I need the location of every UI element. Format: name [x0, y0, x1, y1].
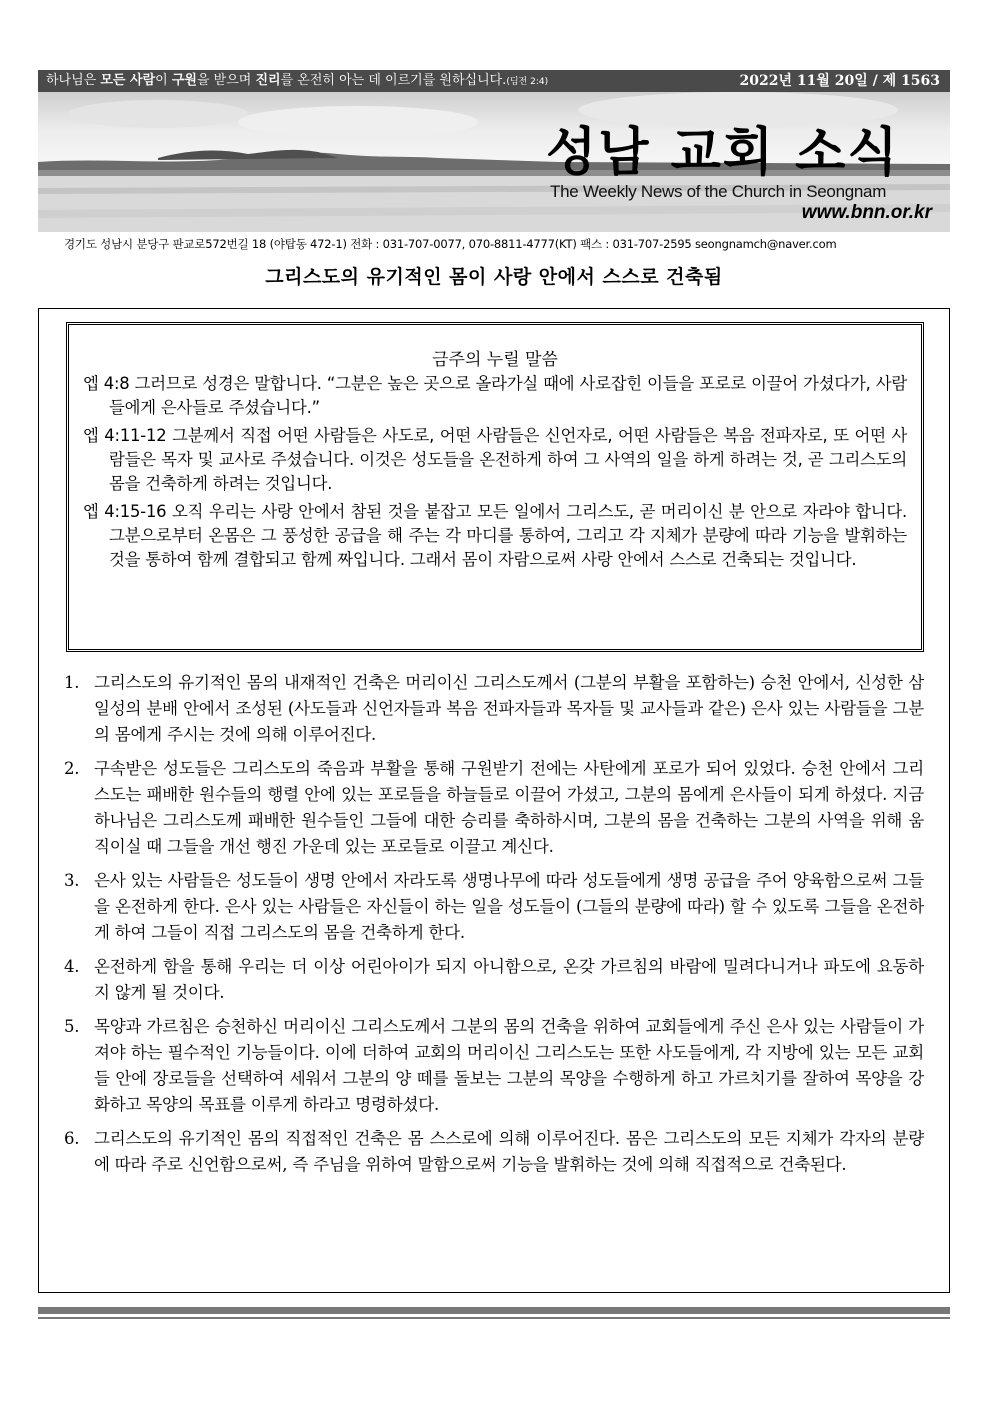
motto-fragment: 모든 사람	[100, 73, 156, 88]
point-number: 4.	[64, 957, 80, 976]
point-number: 5.	[64, 1017, 80, 1036]
verse-item: 엡 4:11-12 그분께서 직접 어떤 사람들은 사도로, 어떤 사람들은 신언자로, 어떤 사람들은 복음 전파자로, 또 어떤 사람들은 목자 및 교사로 주셨습니다. 이것은 성도들을 온전하게 하여 그 사역의 일을 하게 하려는 것, 곧 그리스도의 몸을 건축하게 하려는 것입니다.	[83, 426, 907, 493]
outline-point	[64, 756, 924, 860]
verse-box-title: 금주의 누릴 말씀	[432, 350, 558, 370]
point-number: 2.	[64, 759, 80, 778]
motto-reference: (딤전 2:4)	[506, 77, 549, 87]
verse-box	[66, 322, 924, 652]
outline-point	[64, 670, 924, 748]
church-address: 경기도 성남시 분당구 판교로572번길 18 (야탑동 472-1) 전화 : 031-707-0077, 070-8811-4777(KT) 팩스 : 031-707-2595 seongnamch@naver.com	[64, 237, 837, 251]
outline-point	[64, 1014, 924, 1118]
footer-rule	[38, 1307, 950, 1314]
motto-fragment: 구원	[171, 73, 197, 88]
motto-fragment: 이	[155, 73, 172, 88]
issue-date: 2022년 11월 20일 / 제 1563	[739, 73, 940, 89]
point-number: 6.	[64, 1129, 80, 1148]
point-text: 온전하게 함을 통해 우리는 더 이상 어린아이가 되지 아니함으로, 온갖 가르침의 바람에 밀려다니거나 파도에 요동하지 않게 될 것이다.	[94, 957, 924, 1002]
outline-point	[64, 868, 924, 946]
point-text: 그리스도의 유기적인 몸의 내재적인 건축은 머리이신 그리스도께서 (그분의 부활을 포함하는) 승천 안에서, 신성한 삼일성의 분배 안에서 조성된 (사도들과 신언자들과 복음 전파자들과 목자들 및 교사들과 같은) 은사 있는 사람들을 그분의 몸에게 주시는 것에 의해 이루어진다.	[94, 673, 924, 744]
motto-fragment: 하나님은	[46, 73, 101, 88]
top-bar	[38, 70, 950, 92]
outline-point	[64, 954, 924, 1006]
outline-point	[64, 1126, 924, 1178]
point-text: 은사 있는 사람들은 성도들이 생명 안에서 자라도록 생명나무에 따라 성도들에게 생명 공급을 주어 양육함으로써 그들을 온전하게 한다. 은사 있는 사람들은 자신들이 하는 일을 성도들이 (그들의 분량에 따라) 할 수 있도록 그들을 온전하게 하여 그들이 직접 그리스도의 몸을 건축하게 한다.	[94, 871, 924, 942]
page-headline: 그리스도의 유기적인 몸이 사랑 안에서 스스로 건축됨	[265, 266, 723, 288]
masthead-banner	[38, 92, 950, 232]
point-text: 그리스도의 유기적인 몸의 직접적인 건축은 몸 스스로에 의해 이루어진다. 몸은 그리스도의 모든 지체가 각자의 분량에 따라 주로 신언함으로써, 즉 주님을 위하여 말함으로써 기능을 발휘하는 것에 의해 직접적으로 건축된다.	[94, 1129, 924, 1174]
point-text: 목양과 가르침은 승천하신 머리이신 그리스도께서 그분의 몸의 건축을 위하여 교회들에게 주신 은사 있는 사람들이 가져야 하는 필수적인 기능들이다. 이에 더하여 교회의 머리이신 그리스도는 또한 사도들에게, 각 지방에 있는 모든 교회들 안에 장로들을 선택하여 세워서 그분의 양 떼를 돌보는 그분의 목양을 수행하게 하고 가르치기를 잘하여 목양을 강화하고 목양의 목표를 이루게 하라고 명령하셨다.	[94, 1017, 924, 1114]
motto	[46, 70, 548, 92]
motto-fragment: 진리	[255, 73, 281, 88]
newsletter-subtitle: The Weekly News of the Church in Seongnam	[550, 182, 887, 201]
point-text: 구속받은 성도들은 그리스도의 죽음과 부활을 통해 구원받기 전에는 사탄에게 포로가 되어 있었다. 승천 안에서 그리스도는 패배한 원수들의 행렬 안에 있는 포로들을 하늘들로 이끌어 가셨고, 그분의 몸에게 은사들이 되게 하셨다. 지금 하나님은 그리스도께 패배한 원수들인 그들에 대한 승리를 축하하시며, 그분의 몸을 건축하는 그분의 사역을 위해 움직이실 때 그들을 개선 행진 가운데 있는 포로들로 이끌고 계신다.	[94, 759, 924, 856]
point-number: 1.	[64, 673, 80, 692]
point-number: 3.	[64, 871, 80, 890]
footer-rule-thin	[38, 1317, 950, 1319]
verse-item: 엡 4:8 그러므로 성경은 말합니다. “그분은 높은 곳으로 올라가실 때에 사로잡힌 이들을 포로로 이끌어 가셨다가, 사람들에게 은사들로 주셨습니다.”	[83, 374, 907, 417]
motto-fragment: 를 온전히 아는 데 이르기를 원하십니다.	[280, 73, 507, 88]
verse-item: 엡 4:15-16 오직 우리는 사랑 안에서 참된 것을 붙잡고 모든 일에서 그리스도, 곧 머리이신 분 안으로 자라야 합니다. 그분으로부터 온몸은 그 풍성한 공급을 해 주는 각 마디를 통하여, 그리고 각 지체가 분량에 따라 기능을 발휘하는 것을 통하여 함께 결합되고 함께 짜입니다. 그래서 몸이 자람으로써 사랑 안에서 스스로 건축되는 것입니다.	[83, 502, 907, 569]
website-link[interactable]: www.bnn.or.kr	[801, 202, 932, 223]
outline-points	[64, 670, 924, 1186]
motto-fragment: 을 받으며	[196, 73, 256, 88]
newsletter-title: 성남 교회 소식	[546, 123, 900, 183]
